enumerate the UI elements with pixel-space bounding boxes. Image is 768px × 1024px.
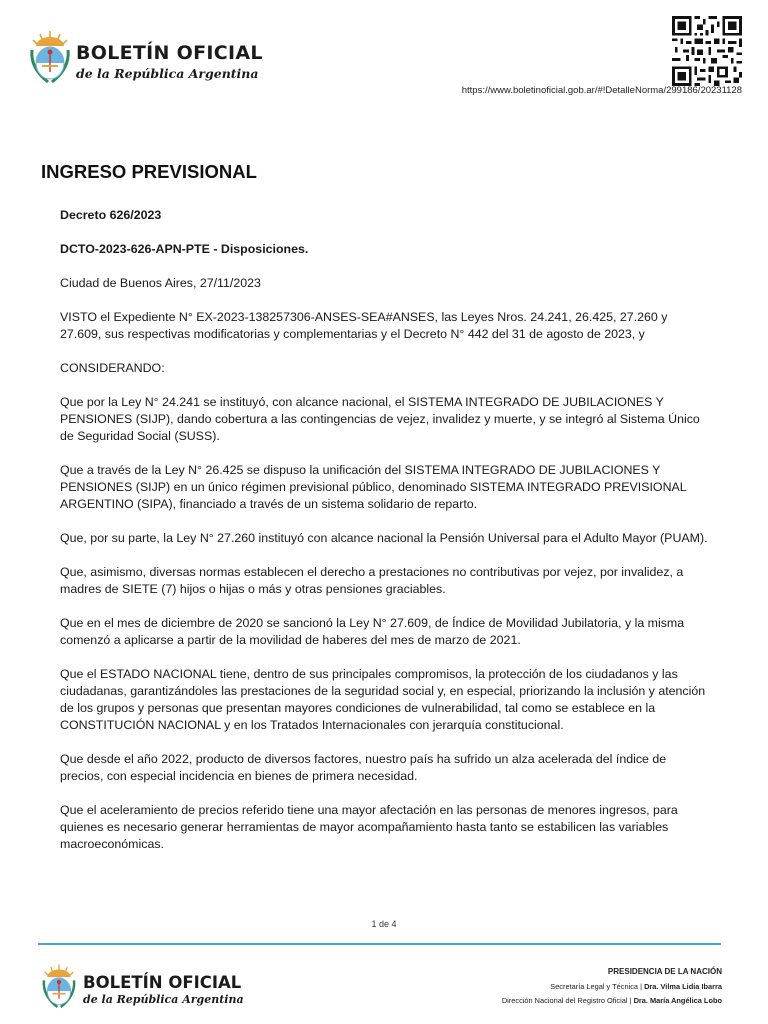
direccion-name: Dra. María Angélica Lobo bbox=[633, 996, 722, 1005]
considerando-heading: CONSIDERANDO: bbox=[60, 361, 165, 375]
document-url-link[interactable]: https://www.boletinoficial.gob.ar/#!DetalleNorma/299186/20231128 bbox=[461, 85, 742, 96]
qr-code-icon bbox=[672, 16, 742, 86]
body-paragraph: Que por la Ley N° 24.241 se instituyó, con alcance nacional, el SISTEMA INTEGRADO DE JUBILACIONES Y PENSIONES (SIJP), dando cobertura a las contingencias de vejez, invalidez y muerte, y se integró al Sistema Único de Seguridad Social (SUSS). bbox=[60, 395, 700, 443]
body-paragraph: Que desde el año 2022, producto de diversos factores, nuestro país ha sufrido un alza acelerada del índice de precios, con especial incidencia en bienes de primera necesidad. bbox=[60, 752, 667, 783]
secretaria-label: Secretaría Legal y Técnica bbox=[550, 981, 639, 991]
direccion-label: Dirección Nacional del Registro Oficial bbox=[501, 996, 628, 1005]
footer-brand-subtitle: de la República Argentina bbox=[83, 993, 244, 1006]
footer-secretaria-line: Secretaría Legal y Técnica | Dra. Vilma Lidia Ibarra bbox=[550, 981, 722, 991]
page-indicator: 1 de 4 bbox=[371, 919, 397, 929]
body-paragraph: Que en el mes de diciembre de 2020 se sancionó la Ley N° 27.609, de Índice de Movilidad Jubilatoria, y la misma comenzó a aplicarse a partir de la movilidad de haberes del mes de marzo de 2021. bbox=[60, 616, 685, 647]
visto-paragraph: VISTO el Expediente N° EX-2023-138257306-ANSES-SEA#ANSES, las Leyes Nros. 24.241, 26.425, 27.260 y 27.609, sus respectivas modificatorias y complementarias y el Decreto N° 442 del 31 de agosto de 2023, y bbox=[60, 310, 668, 341]
body-paragraph: Que el ESTADO NACIONAL tiene, dentro de sus principales compromisos, la protección de los ciudadanos y las ciudadanas, garantizándoles las prestaciones de la seguridad social y, en especial, priorizando la inclusión y atención de los grupos y personas que presentan mayores condiciones de vulnerabilidad, tal como se establece en la CONSTITUCIÓN NACIONAL y en los Tratados Internacionales con jerarquía constitucional. bbox=[60, 667, 706, 732]
document-title: INGRESO PREVISIONAL bbox=[41, 161, 257, 182]
footer-divider bbox=[38, 943, 721, 945]
brand-subtitle: de la República Argentina bbox=[76, 66, 259, 81]
document-body bbox=[60, 207, 710, 870]
decree-number: Decreto 626/2023 bbox=[60, 208, 162, 222]
body-paragraph: Que, por su parte, la Ley N° 27.260 instituyó con alcance nacional la Pensión Universal para el Adulto Mayor (PUAM). bbox=[60, 531, 708, 545]
boletin-oficial-logo[interactable] bbox=[28, 28, 263, 90]
secretaria-name: Dra. Vilma Lidia Ibarra bbox=[644, 981, 722, 991]
decree-code: DCTO-2023-626-APN-PTE - Disposiciones. bbox=[60, 242, 309, 256]
body-paragraph: Que el aceleramiento de precios referido tiene una mayor afectación en las personas de menores ingresos, para quienes es necesario generar herramientas de mayor acompañamiento hasta tanto se estabilicen las variables macroeconómicas. bbox=[60, 803, 678, 851]
body-paragraph: Que a través de la Ley N° 26.425 se dispuso la unificación del SISTEMA INTEGRADO DE JUBILACIONES Y PENSIONES (SIJP) en un único régimen previsional público, denominado SISTEMA INTEGRADO PREVISIONAL ARGENTINO (SIPA), financiado a través de un sistema solidario de reparto. bbox=[60, 463, 687, 511]
footer-boletin-logo[interactable] bbox=[40, 962, 244, 1012]
footer-coat-of-arms-icon bbox=[40, 962, 78, 1012]
footer-brand-title: BOLETÍN OFICIAL bbox=[83, 973, 242, 992]
footer-credits bbox=[502, 965, 722, 1009]
presidency-label: PRESIDENCIA DE LA NACIÓN bbox=[607, 967, 722, 976]
brand-title: BOLETÍN OFICIAL bbox=[76, 42, 263, 64]
page-header bbox=[0, 0, 768, 110]
decree-date-line: Ciudad de Buenos Aires, 27/11/2023 bbox=[60, 276, 261, 290]
national-coat-of-arms-icon bbox=[28, 28, 72, 88]
body-paragraph: Que, asimismo, diversas normas establecen el derecho a prestaciones no contributivas por vejez, por invalidez, a madres de SIETE (7) hijos o hijas o más y otras pensiones graciables. bbox=[60, 565, 684, 596]
footer-direccion-line: Dirección Nacional del Registro Oficial | Dra. María Angélica Lobo bbox=[501, 996, 722, 1005]
